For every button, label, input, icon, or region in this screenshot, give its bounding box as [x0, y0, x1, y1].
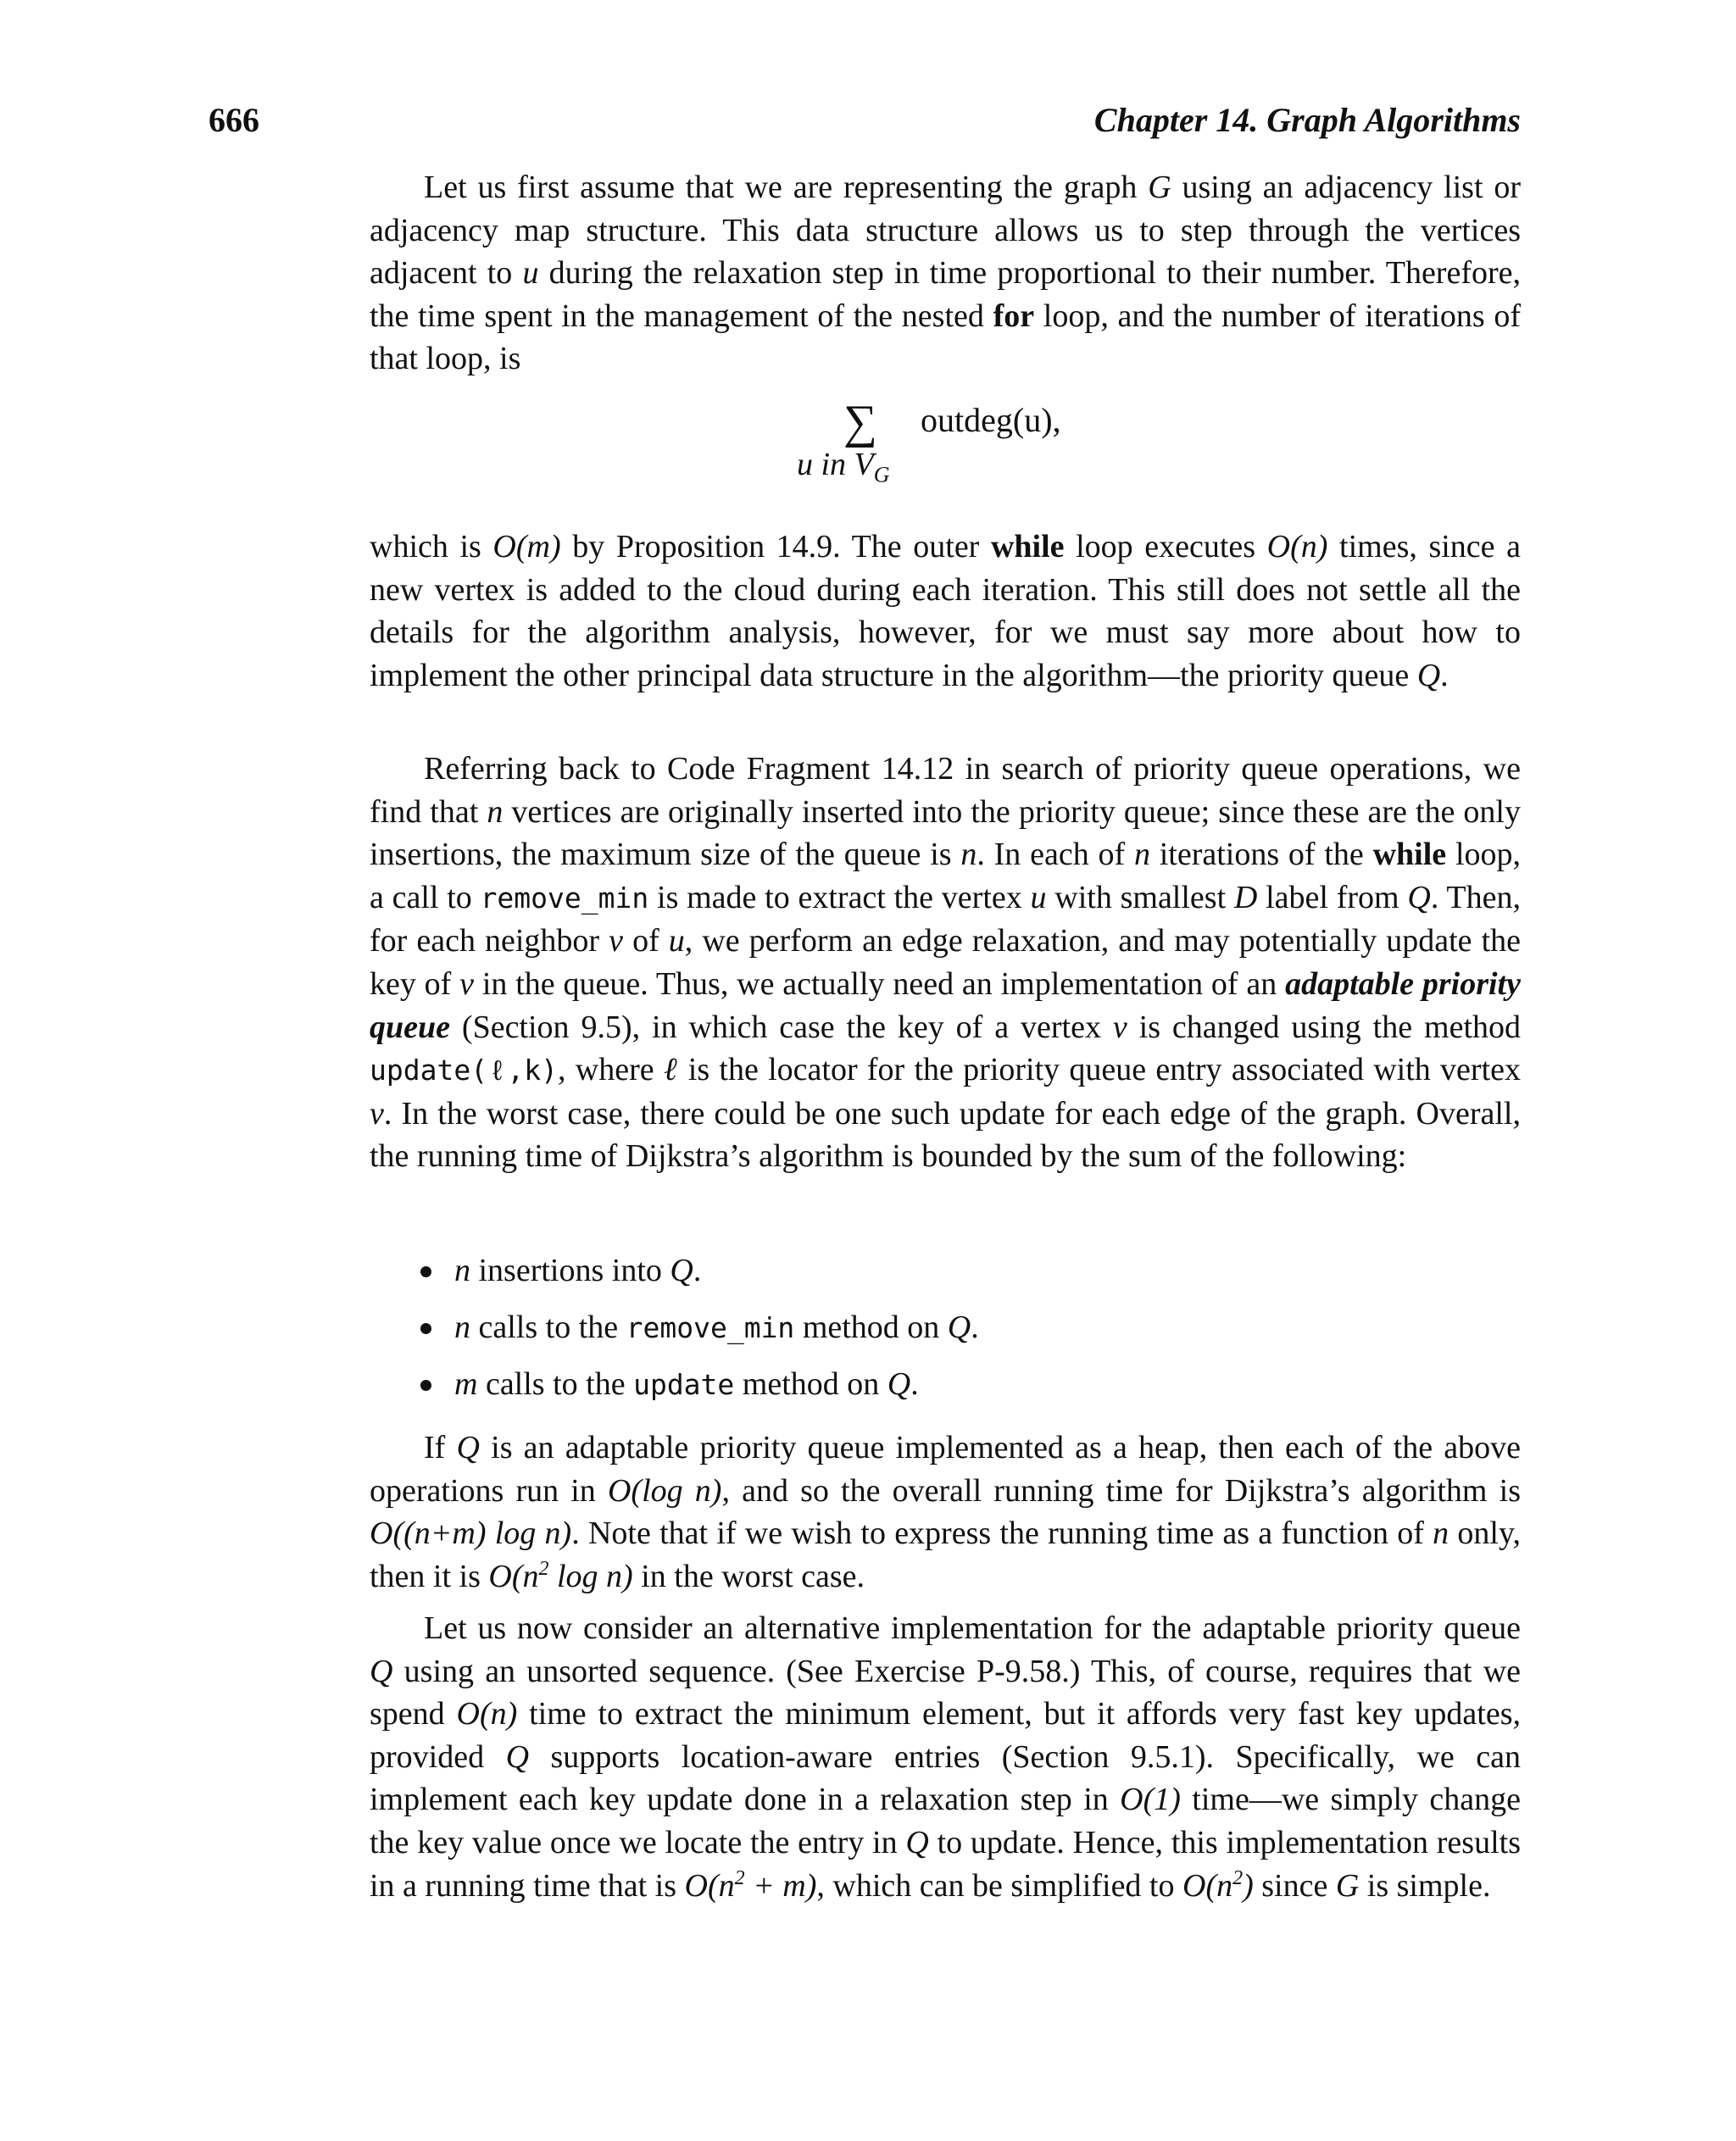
list-item: n insertions into Q. — [420, 1249, 1438, 1306]
chapter-title: Chapter 14. Graph Algorithms — [1093, 101, 1521, 139]
bullet-list — [420, 1249, 1438, 1420]
list-item: m calls to the update method on Q. — [420, 1363, 1438, 1420]
page-number: 666 — [209, 101, 259, 139]
paragraph-3: Referring back to Code Fragment 14.12 in search of priority queue operations, we find that n vertices are originally inserted into the priority queue; since these are the only insertions, the maximum size of the queue is n. In each of n iterations of the while loop, a call to remove_min is made to extract the vertex u with smallest D label from Q. Then, for each neighbor v of u, we perform an edge relaxation, and may potentially update the key of v in the queue. Thus, we actually need an implementation of an adaptable priority queue (Section 9.5), in which case the key of a vertex v is changed using the method update(ℓ,k), where ℓ is the locator for the priority queue entry associated with vertex v. In the worst case, there could be one such update for each edge of the graph. Overall, the running time of Dijkstra’s algorithm is bounded by the sum of the following: — [370, 751, 1522, 1175]
code-remove-min: remove_min — [480, 881, 649, 915]
paragraph-4: If Q is an adaptable priority queue implemented as a heap, then each of the above operations run in O(log n), and so the overall running time for Dijkstra’s algorithm is O((n+m) log n). Note that if we wish to express the running time as a function of n only, then it is $O(n^2$ log n) in the worst case. — [370, 1430, 1522, 1594]
bullet-icon — [420, 1380, 431, 1391]
running-header — [209, 100, 1521, 142]
keyword-while: while — [1372, 837, 1447, 873]
term-adaptable-priority-queue: adaptable priority queue — [370, 965, 1521, 1045]
paragraph-1: Let us first assume that we are representing the graph G using an adjacency list or adjacency map structure. This data structure allows us to step through the vertices adjacent to u during the relaxation step in time proportional to their number. Therefore, the time spent in the management of the nested for loop, and the number of iterations of that loop, is — [370, 170, 1522, 377]
code-update: update(ℓ,k) — [370, 1054, 559, 1087]
bullet-icon — [420, 1323, 431, 1334]
summation-formula — [797, 396, 1119, 493]
summation-expression: outdeg(u), — [921, 401, 1061, 439]
keyword-for: for — [993, 298, 1035, 334]
sigma-symbol: ∑ — [843, 396, 877, 448]
summation-subscript: u in $V_G$ — [797, 447, 890, 487]
list-item: n calls to the remove_min method on Q. — [420, 1306, 1438, 1363]
paragraph-5: Let us now consider an alternative implementation for the adaptable priority queue Q using an unsorted sequence. (See Exercise P-9.58.) This, of course, requires that we spend O(n) time to extract the minimum element, but it affords very fast key updates, provided Q supports location-aware entries (Section 9.5.1). Specifically, we can implement each key update done in a relaxation step in O(1) time—we simply change the key value once we locate the entry in Q to update. Hence, this implementation results in a running time that is $O(n^2 + m)$, which can be simplified to $O(n^2)$ since G is simple. — [370, 1610, 1522, 1904]
keyword-while: while — [990, 529, 1065, 564]
bullet-icon — [420, 1266, 431, 1277]
paragraph-2: which is O(m) by Proposition 14.9. The outer while loop executes O(n) times, since a new vertex is added to the cloud during each iteration. This still does not settle all the details for the algorithm analysis, however, for we must say more about how to implement the other principal data structure in the algorithm—the priority queue Q. — [370, 529, 1522, 693]
